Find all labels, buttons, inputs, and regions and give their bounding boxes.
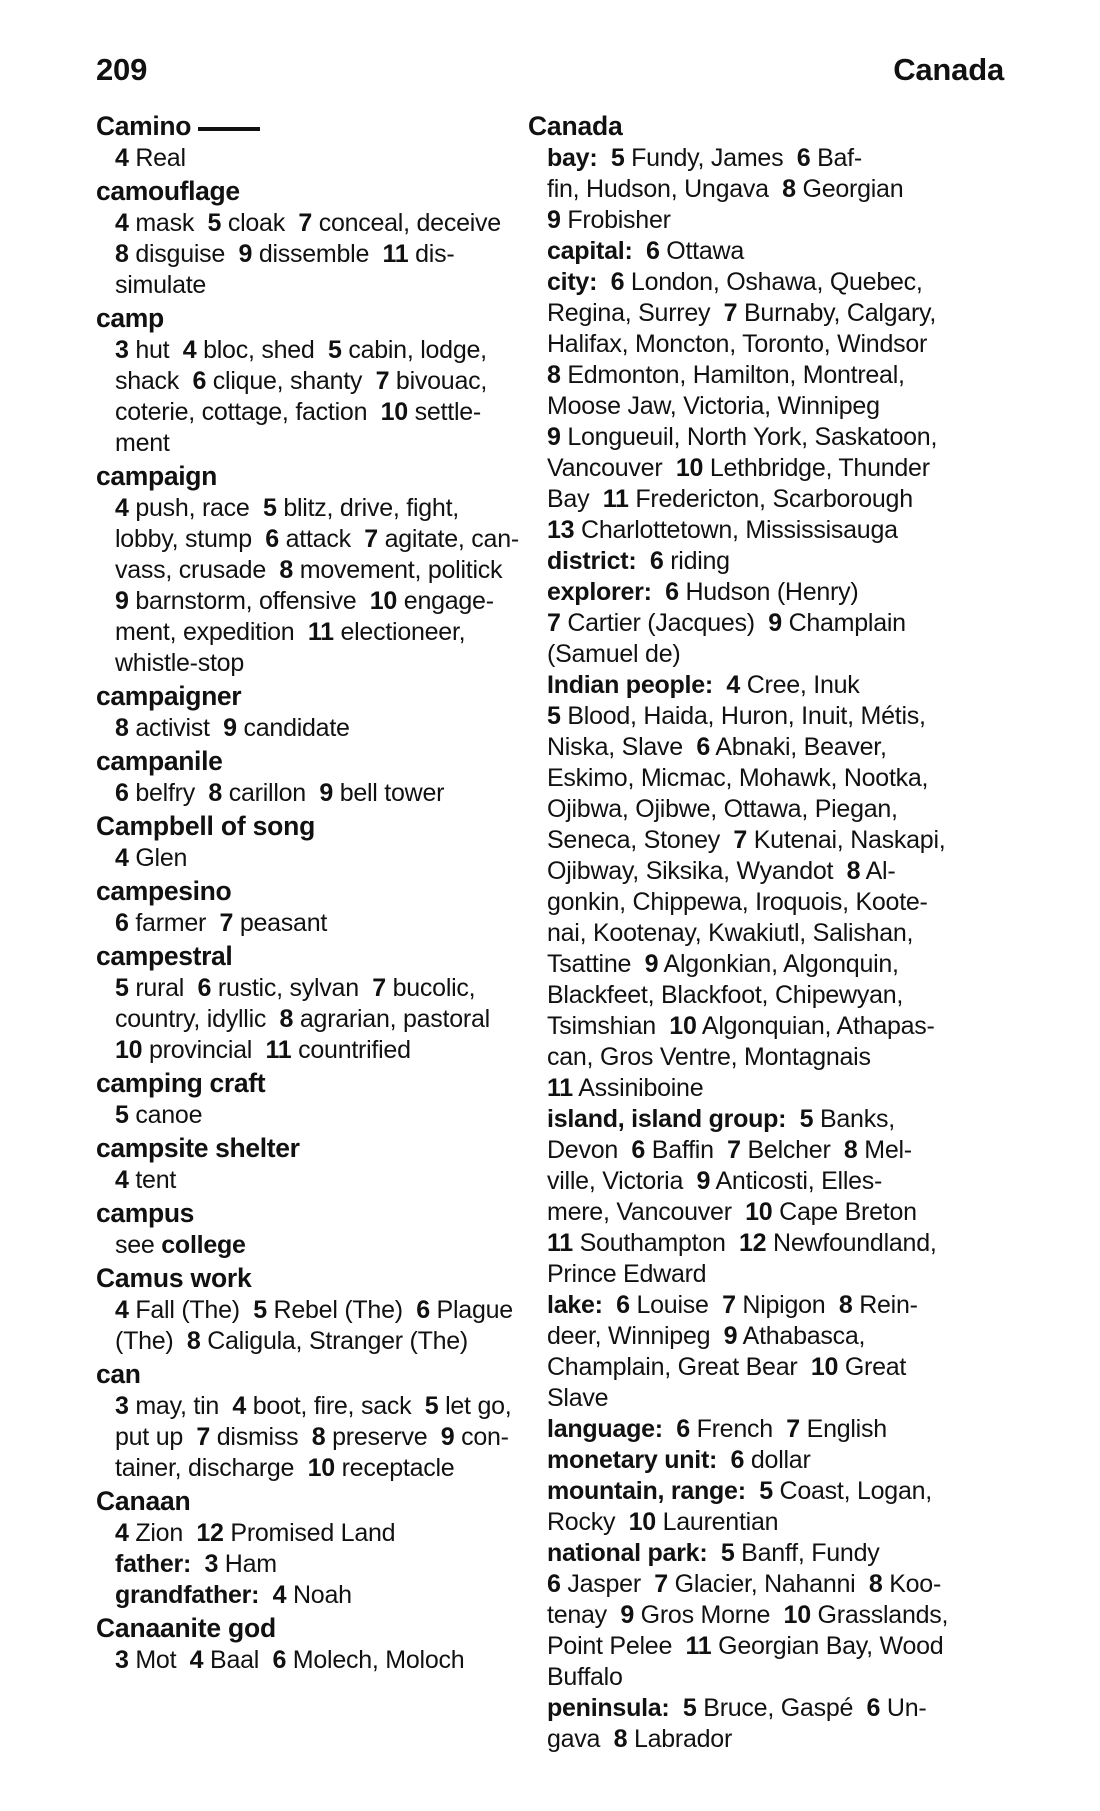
entry-senses [96, 1645, 500, 1676]
blank-rule [198, 127, 260, 131]
sense-line: 11 Assiniboine [547, 1074, 704, 1102]
sense-line: 9 Longueuil, North York, Saskatoon, [547, 423, 938, 451]
entry-headword: campus [96, 1198, 195, 1228]
guide-word: Canada [893, 52, 1004, 87]
dictionary-entry [96, 875, 500, 939]
sense-line: Seneca, Stoney 7 Kutenai, Naskapi, [547, 826, 946, 854]
sense-line: 6 Jasper 7 Glacier, Nahanni 8 Koo- [547, 1570, 942, 1598]
sub-entry-label: explorer: [547, 578, 652, 606]
sense-line: Ojibway, Siksika, Wyandot 8 Al- [547, 857, 896, 885]
sense-line: Eskimo, Micmac, Mohawk, Nootka, [547, 764, 929, 792]
entry-senses [96, 1518, 500, 1611]
dictionary-entry [96, 1485, 500, 1611]
entry-headword: camping craft [96, 1068, 266, 1098]
entry-headword: Canaan [96, 1486, 191, 1516]
entry-headword: campanile [96, 746, 223, 776]
sense-line: ment [115, 429, 170, 457]
sense-line: Devon 6 Baffin 7 Belcher 8 Mel- [547, 1136, 912, 1164]
sense-line: put up 7 dismiss 8 preserve 9 con- [115, 1423, 509, 1451]
sub-entry-label: district: [547, 547, 637, 575]
sense-line: 5 Blood, Haida, Huron, Inuit, Métis, [547, 702, 926, 730]
sense-line: shack 6 clique, shanty 7 bivouac, [115, 367, 488, 395]
sub-entry-label-line: bay: 5 Fundy, James 6 Baf- [547, 144, 862, 172]
sub-entry-label: national park: [547, 1539, 708, 1567]
sense-line: 10 provincial 11 countrified [115, 1036, 411, 1064]
dictionary-entry [96, 1612, 500, 1676]
entry-headword: camp [96, 303, 164, 333]
dictionary-entry [96, 680, 500, 744]
sense-line: 6 belfry 8 carillon 9 bell tower [115, 779, 445, 807]
dictionary-entry [96, 745, 500, 809]
sense-line: coterie, cottage, faction 10 settle- [115, 398, 481, 426]
sub-entry-label-line: peninsula: 5 Bruce, Gaspé 6 Un- [547, 1694, 927, 1722]
entry-senses [96, 143, 500, 174]
sub-entry-label-line: language: 6 French 7 English [547, 1415, 887, 1443]
sub-entry-label-line: father: 3 Ham [115, 1550, 277, 1578]
sense-line: Blackfeet, Blackfoot, Chipewyan, [547, 981, 904, 1009]
entry-senses [96, 1391, 512, 1484]
sense-line: (The) 8 Caligula, Stranger (The) [115, 1327, 469, 1355]
dictionary-entry [96, 175, 500, 301]
sense-line: ville, Victoria 9 Anticosti, Elles- [547, 1167, 883, 1195]
sense-line: 11 Southampton 12 Newfoundland, [547, 1229, 937, 1257]
entry-headword: Campbell of song [96, 811, 316, 841]
sense-line: ment, expedition 11 electioneer, [115, 618, 466, 646]
sub-entry-label-line: Indian people: 4 Cree, Inuk [547, 671, 860, 699]
entry-headword: campaigner [96, 681, 242, 711]
sub-entry-label-line: city: 6 London, Oshawa, Quebec, [547, 268, 923, 296]
sense-line: gonkin, Chippewa, Iroquois, Koote- [547, 888, 928, 916]
sense-line: deer, Winnipeg 9 Athabasca, [547, 1322, 866, 1350]
sense-line: simulate [115, 271, 207, 299]
entry-headword: Canada [528, 111, 623, 141]
sub-entry-label: peninsula: [547, 1694, 670, 1722]
sense-line: 6 farmer 7 peasant [115, 909, 328, 937]
sub-entry-label: lake: [547, 1291, 603, 1319]
sense-line: Regina, Surrey 7 Burnaby, Calgary, [547, 299, 937, 327]
sub-entry-label-line: district: 6 riding [547, 547, 730, 575]
sub-entry-label-line: capital: 6 Ottawa [547, 237, 744, 265]
entry-senses [96, 1165, 500, 1196]
sense-line: 4 push, race 5 blitz, drive, fight, [115, 494, 459, 522]
column-container [96, 110, 1004, 1756]
sub-entry-label-line: grandfather: 4 Noah [115, 1581, 352, 1609]
entry-senses [96, 335, 500, 459]
sub-entry-label-line: lake: 6 Louise 7 Nipigon 8 Rein- [547, 1291, 918, 1319]
dictionary-entry [96, 1262, 513, 1357]
sense-line: 4 Zion 12 Promised Land [115, 1519, 396, 1547]
sense-line: tainer, discharge 10 receptacle [115, 1454, 455, 1482]
entry-headword: camouflage [96, 176, 240, 206]
sense-line: 3 may, tin 4 boot, fire, sack 5 let go, [115, 1392, 512, 1420]
sub-entry-label-line: island, island group: 5 Banks, [547, 1105, 895, 1133]
sense-line: lobby, stump 6 attack 7 agitate, can- [115, 525, 519, 553]
sub-entry-label: mountain, range: [547, 1477, 746, 1505]
dictionary-entry [96, 1067, 500, 1131]
page-number: 209 [96, 52, 148, 87]
entry-senses [96, 1295, 513, 1357]
sense-line: 7 Cartier (Jacques) 9 Champlain [547, 609, 906, 637]
entry-senses [96, 908, 500, 939]
sub-entry-label: grandfather: [115, 1581, 260, 1609]
sense-line: Niska, Slave 6 Abnaki, Beaver, [547, 733, 887, 761]
running-head [96, 52, 1004, 90]
sense-line: 9 Frobisher [547, 206, 671, 234]
entry-senses [96, 778, 500, 809]
sub-entry-label-line: explorer: 6 Hudson (Henry) [547, 578, 859, 606]
entry-headword: campesino [96, 876, 232, 906]
entry-senses [96, 493, 519, 679]
sense-line: Point Pelee 11 Georgian Bay, Wood [547, 1632, 944, 1660]
sense-line: nai, Kootenay, Kwakiutl, Salishan, [547, 919, 914, 947]
sub-entry-label-line: national park: 5 Banff, Fundy [547, 1539, 880, 1567]
sense-line: Tsimshian 10 Algonquian, Athapas- [547, 1012, 935, 1040]
sense-line: 5 canoe [115, 1101, 203, 1129]
dictionary-entry [96, 1197, 500, 1261]
sense-line: fin, Hudson, Ungava 8 Georgian [547, 175, 904, 203]
entry-senses [96, 1230, 500, 1261]
sense-line: Tsattine 9 Algonkian, Algonquin, [547, 950, 899, 978]
sense-line: 3 hut 4 bloc, shed 5 cabin, lodge, [115, 336, 487, 364]
sense-line: vass, crusade 8 movement, politick [115, 556, 503, 584]
sense-line: tenay 9 Gros Morne 10 Grasslands, [547, 1601, 949, 1629]
sense-line: 4 mask 5 cloak 7 conceal, deceive [115, 209, 501, 237]
dictionary-entry [96, 110, 500, 174]
sense-line: 3 Mot 4 Baal 6 Molech, Moloch [115, 1646, 465, 1674]
dictionary-entry [96, 302, 500, 459]
sense-line: 8 Edmonton, Hamilton, Montreal, [547, 361, 905, 389]
sense-line: Moose Jaw, Victoria, Winnipeg [547, 392, 880, 420]
sense-line: 8 activist 9 candidate [115, 714, 350, 742]
right-column [528, 110, 949, 1756]
sense-line: 4 Fall (The) 5 Rebel (The) 6 Plague [115, 1296, 513, 1324]
sub-entry-label: bay: [547, 144, 598, 172]
sense-line: 4 Real [115, 144, 186, 172]
entry-senses [96, 208, 500, 301]
entry-headword: campaign [96, 461, 217, 491]
sense-line: Buffalo [547, 1663, 623, 1691]
entry-headword: campestral [96, 941, 233, 971]
sense-line: 9 barnstorm, offensive 10 engage- [115, 587, 494, 615]
dictionary-entry [96, 460, 519, 679]
dictionary-entry [96, 940, 500, 1066]
sub-entry-label: city: [547, 268, 598, 296]
sub-entry-label-line: mountain, range: 5 Coast, Logan, [547, 1477, 932, 1505]
sense-line: Rocky 10 Laurentian [547, 1508, 779, 1536]
dictionary-entry [96, 1132, 500, 1196]
entry-senses [96, 713, 500, 744]
sense-line: Prince Edward [547, 1260, 707, 1288]
sense-line: 4 tent [115, 1166, 177, 1194]
entry-headword: Camus work [96, 1263, 252, 1293]
sub-entry-label: Indian people: [547, 671, 713, 699]
entry-senses [528, 143, 949, 1755]
sense-line: country, idyllic 8 agrarian, pastoral [115, 1005, 490, 1033]
dictionary-entry [96, 810, 500, 874]
sub-entry-label: father: [115, 1550, 192, 1578]
sense-line: Ojibwa, Ojibwe, Ottawa, Piegan, [547, 795, 898, 823]
sense-line: can, Gros Ventre, Montagnais [547, 1043, 871, 1071]
entry-senses [96, 1100, 500, 1131]
sub-entry-label: language: [547, 1415, 663, 1443]
sense-line: mere, Vancouver 10 Cape Breton [547, 1198, 917, 1226]
entry-headword: campsite shelter [96, 1133, 300, 1163]
dictionary-entry [528, 110, 949, 1755]
cross-reference[interactable]: see college [115, 1231, 246, 1259]
sense-line: Halifax, Moncton, Toronto, Windsor [547, 330, 928, 358]
sense-line: 13 Charlottetown, Mississisauga [547, 516, 898, 544]
sub-entry-label: capital: [547, 237, 633, 265]
sense-line: 4 Glen [115, 844, 188, 872]
sense-line: whistle-stop [115, 649, 244, 677]
sense-line: Slave [547, 1384, 609, 1412]
sense-line: 8 disguise 9 dissemble 11 dis- [115, 240, 455, 268]
sense-line: Champlain, Great Bear 10 Great [547, 1353, 907, 1381]
sense-line: gava 8 Labrador [547, 1725, 733, 1753]
sub-entry-label-line: monetary unit: 6 dollar [547, 1446, 811, 1474]
sub-entry-label: island, island group: [547, 1105, 787, 1133]
entry-headword: Camino [96, 110, 500, 143]
sense-line: Bay 11 Fredericton, Scarborough [547, 485, 913, 513]
entry-headword: Canaanite god [96, 1613, 276, 1643]
left-column [96, 110, 519, 1677]
dictionary-entry [96, 1358, 512, 1484]
entry-headword: can [96, 1359, 141, 1389]
sub-entry-label: monetary unit: [547, 1446, 718, 1474]
sense-line: Vancouver 10 Lethbridge, Thunder [547, 454, 930, 482]
entry-senses [96, 843, 500, 874]
sense-line: (Samuel de) [547, 640, 681, 668]
entry-senses [96, 973, 500, 1066]
sense-line: 5 rural 6 rustic, sylvan 7 bucolic, [115, 974, 476, 1002]
